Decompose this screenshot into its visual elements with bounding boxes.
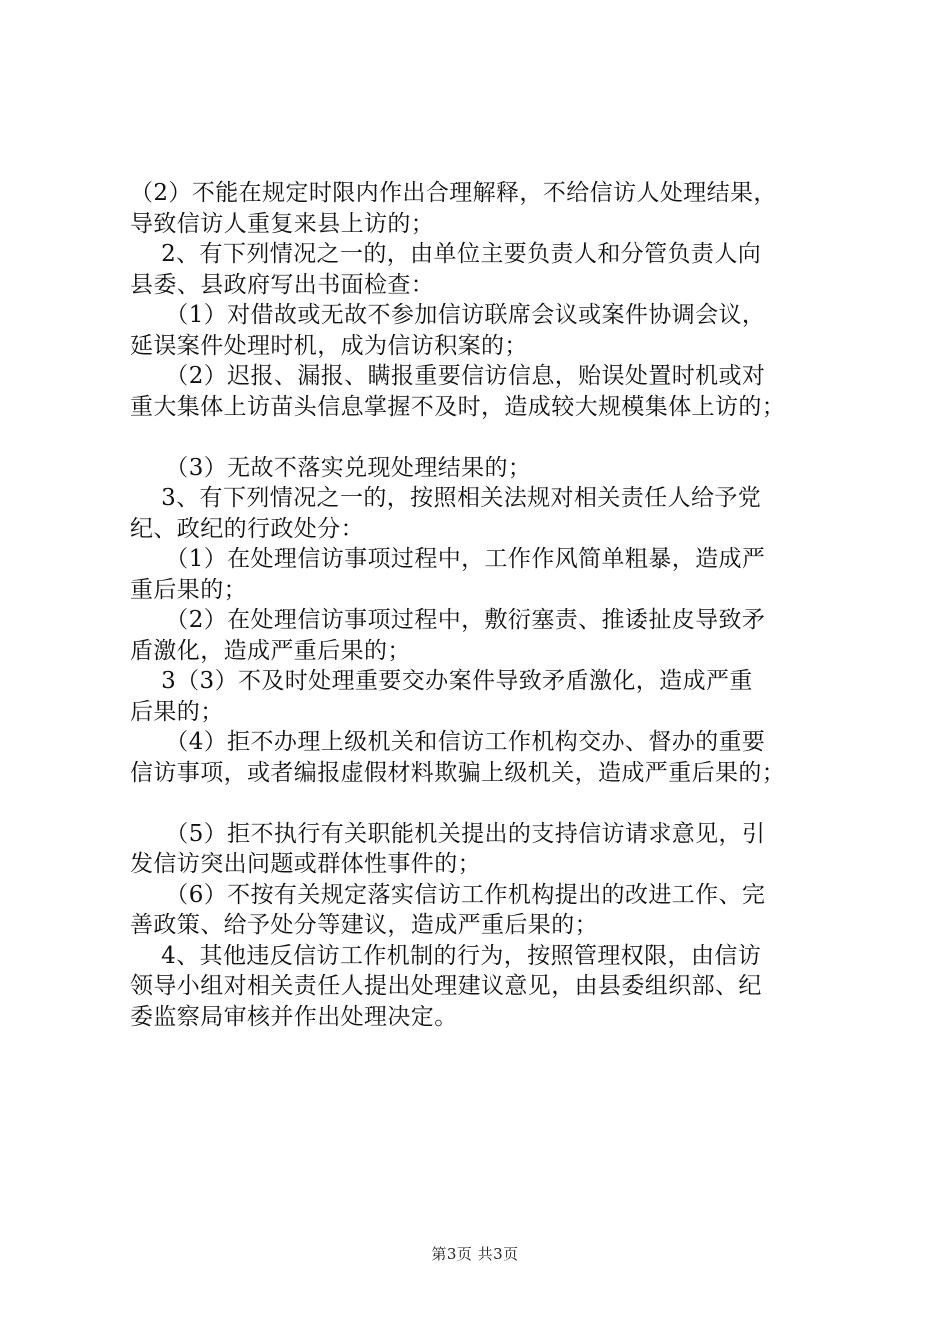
body-line: （2）不能在规定时限内作出合理解释，不给信访人处理结果， [130, 180, 777, 206]
body-line: 重后果的； [130, 576, 247, 603]
body-line: 延误案件处理时机，成为信访积案的； [130, 332, 528, 359]
body-line: 重大集体上访苗头信息掌握不及时，造成较大规模集体上访的； [130, 393, 786, 420]
body-line: （3）无故不落实兑现处理结果的； [130, 454, 532, 481]
body-line: 委监察局审核并作出处理决定。 [130, 1003, 458, 1030]
body-line: 3（3）不及时处理重要交办案件导致矛盾激化，造成严重 [130, 668, 753, 694]
paragraph-gap [130, 422, 840, 453]
paragraph-gap [130, 788, 840, 819]
body-line: （2）迟报、漏报、瞒报重要信访信息，贻误处置时机或对 [130, 363, 766, 389]
body-line: （2）在处理信访事项过程中，敷衍塞责、推诿扯皮导致矛 [130, 607, 766, 633]
body-line: 后果的； [130, 698, 224, 725]
body-line: （1）对借故或无故不参加信访联席会议或案件协调会议， [130, 302, 766, 328]
body-line: （1）在处理信访事项过程中，工作作风简单粗暴，造成严 [130, 546, 766, 572]
page-number-footer: 第3页 共3页 [431, 1245, 519, 1263]
body-line: 信访事项，或者编报虚假材料欺骗上级机关，造成严重后果的； [130, 759, 786, 786]
document-body [130, 178, 840, 1032]
body-line: 2、有下列情况之一的，由单位主要负责人和分管负责人向 [130, 241, 762, 267]
body-line: （4）拒不办理上级机关和信访工作机构交办、督办的重要 [130, 729, 766, 755]
body-line: （5）拒不执行有关职能机关提出的支持信访请求意见，引 [130, 820, 766, 847]
body-line: 纪、政纪的行政处分： [130, 515, 364, 542]
body-line: 善政策、给予处分等建议，造成严重后果的； [130, 912, 598, 938]
body-line: 3、有下列情况之一的，按照相关法规对相关责任人给予党 [130, 485, 762, 511]
body-line: 县委、县政府写出书面检查： [130, 271, 435, 298]
body-line: （6）不按有关规定落实信访工作机构提出的改进工作、完 [130, 881, 766, 908]
body-line: 发信访突出问题或群体性事件的； [130, 851, 481, 877]
body-line: 导致信访人重复来县上访的； [130, 210, 435, 237]
body-line: 盾激化，造成严重后果的； [130, 637, 411, 664]
body-line: 4、其他违反信访工作机制的行为，按照管理权限，由信访 [130, 942, 762, 969]
body-line: 领导小组对相关责任人提出处理建议意见，由县委组织部、纪 [130, 973, 762, 999]
